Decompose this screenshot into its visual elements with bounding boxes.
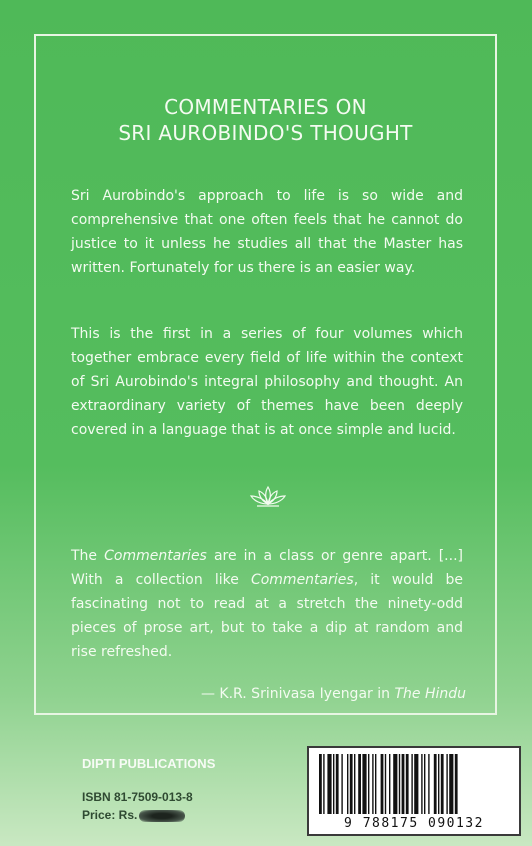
barcode-bar bbox=[358, 754, 361, 814]
isbn-number: ISBN 81-7509-013-8 bbox=[82, 790, 193, 804]
publisher-name: DIPTI PUBLICATIONS bbox=[82, 756, 216, 771]
barcode-bar bbox=[347, 754, 348, 814]
barcode-bar bbox=[375, 754, 376, 814]
barcode-bar bbox=[455, 754, 458, 814]
barcode-number: 9 788175 090132 bbox=[344, 816, 484, 831]
barcode-bar bbox=[323, 754, 324, 814]
quote-attribution: — K.R. Srinivasa Iyengar in The Hindu bbox=[200, 686, 466, 702]
barcode-bar bbox=[354, 754, 355, 814]
barcode-bar bbox=[389, 754, 390, 814]
barcode-bar bbox=[362, 754, 366, 814]
barcode-bar bbox=[336, 754, 339, 814]
barcode-bar bbox=[428, 754, 429, 814]
barcode-bar bbox=[350, 754, 353, 814]
barcode-bar bbox=[372, 754, 373, 814]
barcode-bar bbox=[424, 754, 425, 814]
barcode-bars bbox=[317, 754, 511, 814]
barcode-bar bbox=[327, 754, 331, 814]
barcode-bar bbox=[368, 754, 369, 814]
barcode-bar bbox=[341, 754, 342, 814]
cover-border-frame bbox=[34, 34, 497, 715]
barcode-bar bbox=[406, 754, 409, 814]
barcode-bar bbox=[402, 754, 405, 814]
lotus-icon bbox=[249, 484, 287, 508]
barcode-bar bbox=[333, 754, 334, 814]
barcode-bar bbox=[381, 754, 384, 814]
barcode-bar bbox=[446, 754, 447, 814]
barcode-bar bbox=[393, 754, 397, 814]
barcode-bar bbox=[441, 754, 444, 814]
barcode-bar bbox=[421, 754, 422, 814]
barcode-bar bbox=[449, 754, 453, 814]
barcode-bar bbox=[399, 754, 400, 814]
barcode-bar bbox=[414, 754, 418, 814]
price-label: Price: Rs. bbox=[82, 808, 185, 822]
barcode-bar bbox=[385, 754, 386, 814]
title-line-1: COMMENTARIES ON bbox=[164, 95, 367, 119]
barcode-bar bbox=[319, 754, 322, 814]
barcode bbox=[307, 746, 521, 836]
price-sticker-smudge bbox=[139, 810, 185, 822]
barcode-bar bbox=[438, 754, 439, 814]
description-paragraph-1: Sri Aurobindo's approach to life is so wide and comprehensive that one often feels that he cannot do justice to it unless he studies all that the Master has written. Fortunately for us there is an easier way. bbox=[71, 188, 463, 276]
description-paragraph-2: This is the first in a series of four volumes which together embrace every field of life within the context of Sri Aurobindo's integral philosophy and thought. An extraordinary variety of themes have been deeply covered in a language that is at once simple and lucid. bbox=[71, 326, 463, 438]
review-quote: The Commentaries are in a class or genre apart. [...] With a collection like Commentaries, it would be fascinating not to read at a stretch the ninety-odd pieces of prose art, but to take a dip at random and rise refreshed. bbox=[71, 548, 463, 660]
title-line-2: SRI AUROBINDO'S THOUGHT bbox=[118, 121, 413, 145]
barcode-bar bbox=[434, 754, 437, 814]
barcode-bar bbox=[411, 754, 412, 814]
book-title bbox=[36, 94, 495, 146]
